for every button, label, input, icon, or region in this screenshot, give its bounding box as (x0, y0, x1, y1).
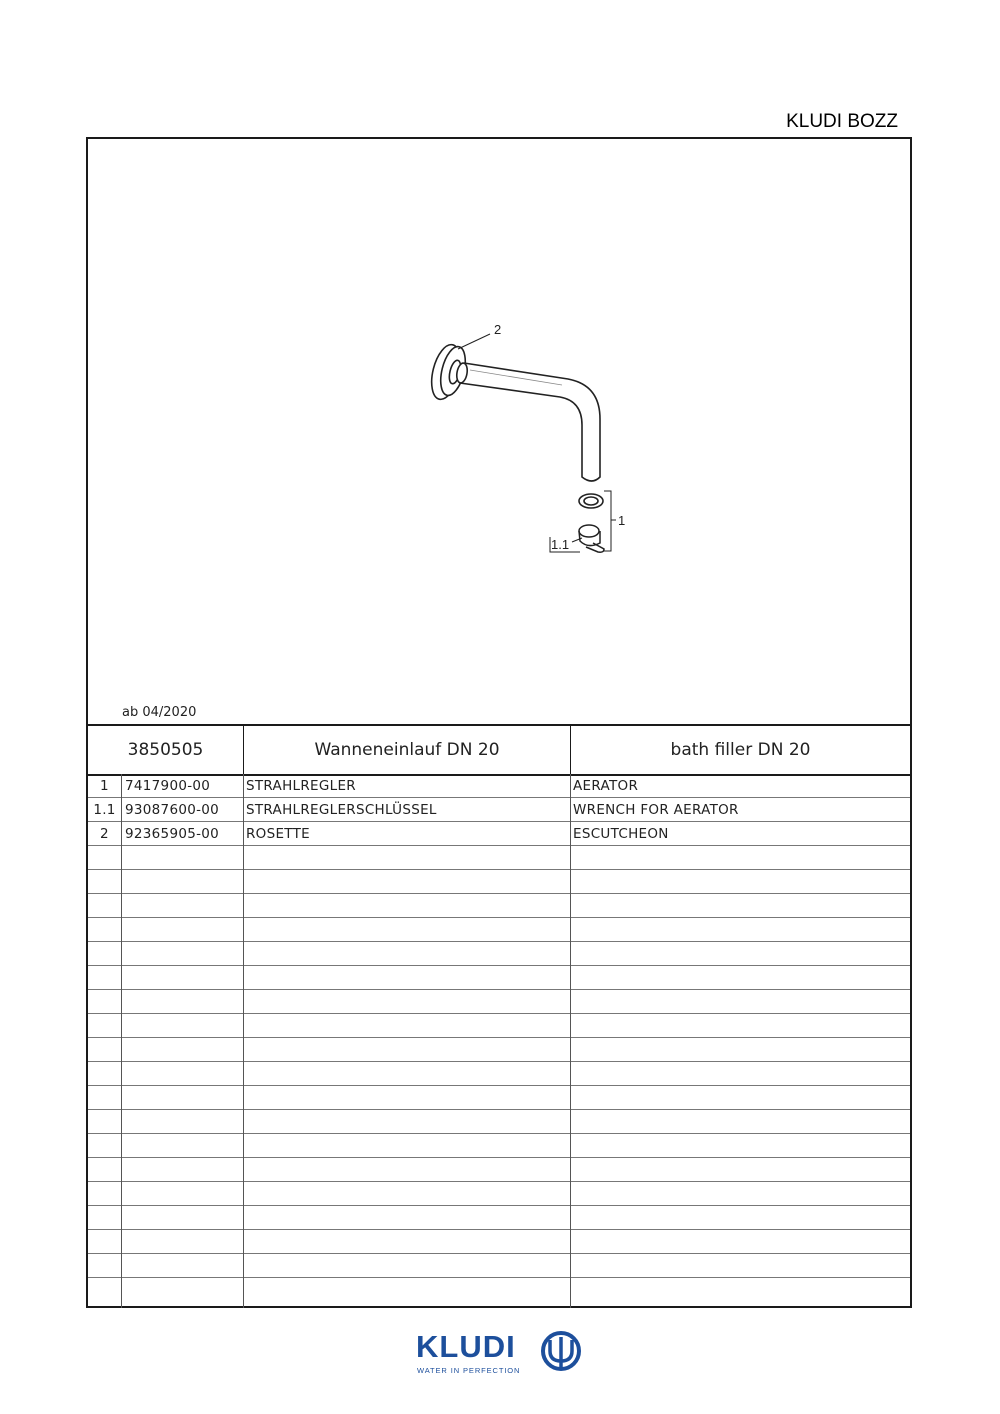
table-row-empty (88, 942, 910, 966)
table-row-empty (88, 894, 910, 918)
table-row-empty (88, 1014, 910, 1038)
table-row-empty (88, 1206, 910, 1230)
callout-aerator: 1 (618, 513, 626, 528)
part-number: 93087600-00 (125, 802, 220, 818)
table-row-empty (88, 1086, 910, 1110)
article-number: 3850505 (127, 740, 204, 760)
logo-wordmark: KLUDI (416, 1329, 516, 1364)
table-row-empty (88, 1038, 910, 1062)
callout-rosette: 2 (494, 322, 502, 337)
table-row-empty (88, 1062, 910, 1086)
table-row-empty (88, 1278, 910, 1302)
bath-spout-illustration (88, 139, 910, 724)
part-name-de: STRAHLREGLER (246, 778, 356, 794)
table-row-empty (88, 990, 910, 1014)
part-number: 7417900-00 (125, 778, 211, 794)
article-name-en: bath filler DN 20 (670, 740, 811, 760)
brand-title: KLUDI BOZZ (786, 111, 898, 132)
part-name-en: ESCUTCHEON (573, 826, 669, 842)
spout-pipe (455, 362, 600, 481)
table-row-empty (88, 1134, 910, 1158)
aerator-part (579, 494, 603, 508)
table-row-empty (88, 846, 910, 870)
exploded-drawing (88, 139, 910, 724)
part-name-de: ROSETTE (246, 826, 310, 842)
table-row-empty (88, 1110, 910, 1134)
table-row-empty (88, 1158, 910, 1182)
table-row (88, 774, 910, 798)
table-row-empty (88, 1182, 910, 1206)
valid-from-date: ab 04/2020 (122, 705, 197, 720)
part-name-de: STRAHLREGLERSCHLÜSSEL (246, 802, 437, 818)
table-row-empty (88, 1254, 910, 1278)
table-row-empty (88, 870, 910, 894)
table-row-empty (88, 1230, 910, 1254)
article-header-row (88, 724, 910, 776)
wrench-part (579, 525, 604, 552)
part-number: 92365905-00 (125, 826, 220, 842)
table-row (88, 798, 910, 822)
article-name-de: Wanneneinlauf DN 20 (314, 740, 500, 760)
logo-tagline: WATER IN PERFECTION (417, 1366, 521, 1375)
callout-wrench: 1.1 (551, 537, 570, 552)
parts-sheet (86, 137, 912, 1308)
part-name-en: WRENCH FOR AERATOR (573, 802, 739, 818)
table-row-empty (88, 918, 910, 942)
part-position: 2 (100, 826, 109, 842)
part-position: 1 (100, 778, 109, 794)
kludi-logo (416, 1329, 586, 1379)
part-position: 1.1 (93, 802, 116, 818)
table-row (88, 822, 910, 846)
kludi-emblem-icon (538, 1331, 584, 1373)
part-name-en: AERATOR (573, 778, 639, 794)
table-row-empty (88, 966, 910, 990)
